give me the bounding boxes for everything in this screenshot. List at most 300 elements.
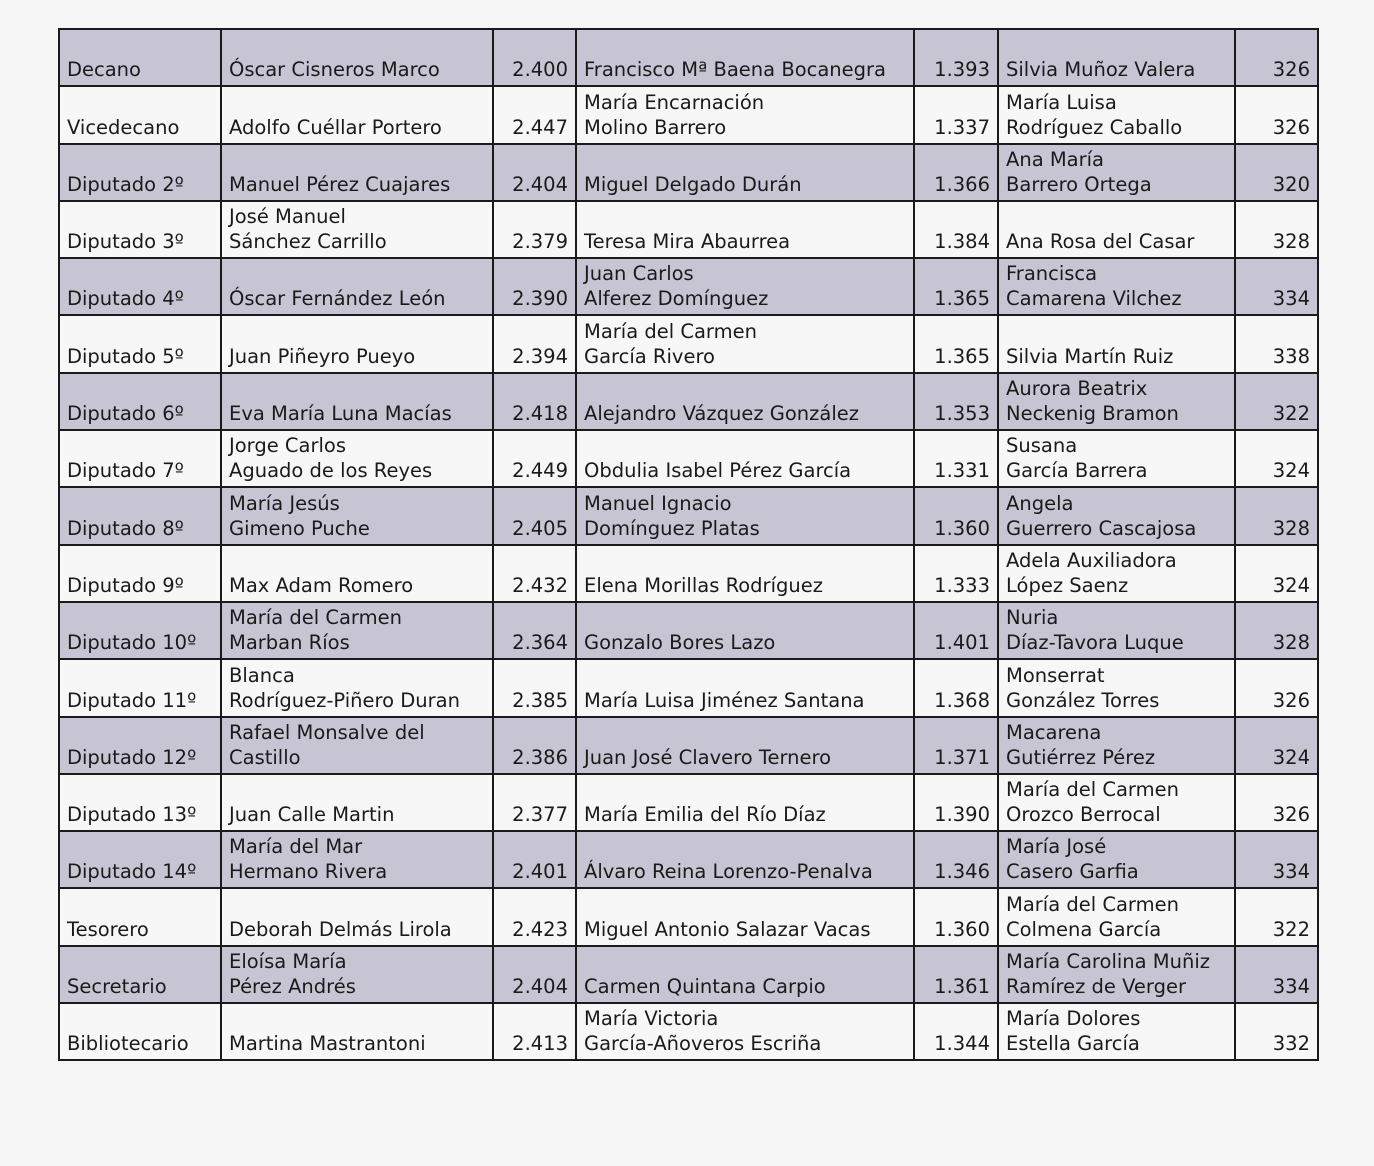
cell-text-line: Rafael Monsalve del bbox=[229, 720, 425, 744]
cell-text-line: Juan José Clavero Ternero bbox=[584, 745, 832, 769]
cell-text-line: Francisca bbox=[1006, 262, 1098, 286]
cell-text: 338 bbox=[1272, 344, 1310, 368]
position-cell bbox=[59, 774, 221, 831]
candidate-3-votes-cell bbox=[1235, 144, 1318, 201]
cell-text-line: Carmen Quintana Carpio bbox=[584, 975, 826, 999]
candidate-3-votes-cell bbox=[1235, 717, 1318, 774]
candidate-3-name-cell bbox=[998, 659, 1235, 716]
cell-text-line: Obdulia Isabel Pérez García bbox=[584, 459, 852, 483]
table-row bbox=[59, 831, 1318, 888]
candidate-1-name-cell bbox=[221, 602, 493, 659]
cell-text-line: Colmena García bbox=[1006, 917, 1162, 941]
cell-text-line: Aguado de los Reyes bbox=[229, 459, 433, 483]
cell-text: 322 bbox=[1272, 917, 1310, 941]
cell-text: 322 bbox=[1272, 402, 1310, 426]
cell-text: 2.404 bbox=[512, 172, 568, 196]
candidate-2-name-cell bbox=[576, 201, 914, 258]
candidate-3-votes-cell bbox=[1235, 774, 1318, 831]
table-row bbox=[59, 717, 1318, 774]
candidate-3-name-cell bbox=[998, 258, 1235, 315]
cell-text: 2.404 bbox=[512, 975, 568, 999]
candidate-1-name-cell bbox=[221, 774, 493, 831]
candidate-2-name-cell bbox=[576, 946, 914, 1003]
candidate-1-votes-cell bbox=[493, 258, 576, 315]
cell-text: Diputado 14º bbox=[67, 860, 197, 884]
position-cell bbox=[59, 545, 221, 602]
cell-text-line: Jorge Carlos bbox=[229, 434, 347, 458]
candidate-2-votes-cell bbox=[914, 774, 998, 831]
cell-text-line: Barrero Ortega bbox=[1006, 172, 1152, 196]
candidate-1-votes-cell bbox=[493, 602, 576, 659]
cell-text: 1.360 bbox=[934, 516, 990, 540]
table-row bbox=[59, 373, 1318, 430]
table-row bbox=[59, 29, 1318, 86]
cell-text-line: María Jesús bbox=[229, 491, 340, 515]
table-row bbox=[59, 430, 1318, 487]
cell-text: 328 bbox=[1272, 516, 1310, 540]
cell-text-line: Rodríguez-Piñero Duran bbox=[229, 688, 460, 712]
candidate-2-votes-cell bbox=[914, 487, 998, 544]
cell-text: 2.405 bbox=[512, 516, 568, 540]
candidate-1-votes-cell bbox=[493, 831, 576, 888]
candidate-2-name-cell bbox=[576, 315, 914, 372]
cell-text-line: García Barrera bbox=[1006, 459, 1148, 483]
cell-text-line: María del Carmen bbox=[584, 319, 757, 343]
cell-text-line: José Manuel bbox=[229, 205, 346, 229]
cell-text-line: Sánchez Carrillo bbox=[229, 230, 387, 254]
cell-text-line: María Luisa bbox=[1006, 90, 1117, 114]
candidate-3-name-cell bbox=[998, 545, 1235, 602]
candidate-2-votes-cell bbox=[914, 888, 998, 945]
candidate-1-name-cell bbox=[221, 315, 493, 372]
cell-text-line: Orozco Berrocal bbox=[1006, 803, 1161, 827]
cell-text-line: Martina Mastrantoni bbox=[229, 1032, 426, 1056]
cell-text-line: Gonzalo Bores Lazo bbox=[584, 631, 776, 655]
cell-text-line: Silvia Muñoz Valera bbox=[1006, 58, 1196, 82]
candidate-3-votes-cell bbox=[1235, 545, 1318, 602]
candidate-2-votes-cell bbox=[914, 717, 998, 774]
cell-text: Diputado 12º bbox=[67, 745, 197, 769]
candidate-1-votes-cell bbox=[493, 659, 576, 716]
table-row bbox=[59, 86, 1318, 143]
candidate-2-name-cell bbox=[576, 888, 914, 945]
candidate-2-votes-cell bbox=[914, 831, 998, 888]
candidate-3-votes-cell bbox=[1235, 487, 1318, 544]
cell-text: Diputado 11º bbox=[67, 688, 197, 712]
candidate-2-votes-cell bbox=[914, 659, 998, 716]
cell-text-line: Monserrat bbox=[1006, 663, 1105, 687]
candidate-3-votes-cell bbox=[1235, 430, 1318, 487]
cell-text: 1.353 bbox=[934, 402, 990, 426]
candidate-1-name-cell bbox=[221, 258, 493, 315]
candidate-1-votes-cell bbox=[493, 430, 576, 487]
cell-text-line: María Encarnación bbox=[584, 90, 765, 114]
cell-text-line: María del Mar bbox=[229, 835, 363, 859]
cell-text-line: Adolfo Cuéllar Portero bbox=[229, 115, 442, 139]
candidate-3-name-cell bbox=[998, 1003, 1235, 1060]
cell-text-line: Macarena bbox=[1006, 720, 1102, 744]
candidate-3-name-cell bbox=[998, 430, 1235, 487]
cell-text-line: María del Carmen bbox=[1006, 892, 1179, 916]
cell-text: 1.368 bbox=[934, 688, 990, 712]
cell-text: Tesorero bbox=[67, 917, 149, 941]
candidate-1-votes-cell bbox=[493, 946, 576, 1003]
candidate-1-votes-cell bbox=[493, 717, 576, 774]
cell-text: 2.418 bbox=[512, 402, 568, 426]
cell-text-line: Manuel Pérez Cuajares bbox=[229, 172, 451, 196]
cell-text: 1.361 bbox=[934, 975, 990, 999]
cell-text-line: Álvaro Reina Lorenzo-Penalva bbox=[584, 860, 873, 884]
cell-text: 326 bbox=[1272, 688, 1310, 712]
cell-text: 1.337 bbox=[934, 115, 990, 139]
cell-text-line: Gimeno Puche bbox=[229, 516, 370, 540]
candidate-2-name-cell bbox=[576, 545, 914, 602]
cell-text: 2.377 bbox=[512, 803, 568, 827]
cell-text-line: Aurora Beatrix bbox=[1006, 377, 1148, 401]
candidate-3-votes-cell bbox=[1235, 831, 1318, 888]
candidate-3-votes-cell bbox=[1235, 201, 1318, 258]
cell-text-line: Deborah Delmás Lirola bbox=[229, 917, 452, 941]
candidate-1-votes-cell bbox=[493, 545, 576, 602]
cell-text: 2.386 bbox=[512, 745, 568, 769]
cell-text-line: Nuria bbox=[1006, 606, 1059, 630]
candidate-2-votes-cell bbox=[914, 1003, 998, 1060]
cell-text-line: Adela Auxiliadora bbox=[1006, 548, 1177, 572]
candidate-2-name-cell bbox=[576, 430, 914, 487]
cell-text-line: Juan Piñeyro Pueyo bbox=[229, 344, 416, 368]
cell-text-line: Manuel Ignacio bbox=[584, 491, 732, 515]
position-cell bbox=[59, 430, 221, 487]
cell-text: 2.394 bbox=[512, 344, 568, 368]
cell-text: 1.331 bbox=[934, 459, 990, 483]
candidate-1-name-cell bbox=[221, 144, 493, 201]
cell-text: 334 bbox=[1272, 287, 1310, 311]
candidate-2-votes-cell bbox=[914, 258, 998, 315]
candidate-3-name-cell bbox=[998, 487, 1235, 544]
candidate-2-name-cell bbox=[576, 144, 914, 201]
candidate-3-name-cell bbox=[998, 144, 1235, 201]
cell-text-line: María Emilia del Río Díaz bbox=[584, 803, 826, 827]
cell-text-line: Domínguez Platas bbox=[584, 516, 760, 540]
candidate-1-name-cell bbox=[221, 888, 493, 945]
candidate-1-votes-cell bbox=[493, 201, 576, 258]
candidate-2-votes-cell bbox=[914, 29, 998, 86]
candidate-2-votes-cell bbox=[914, 430, 998, 487]
cell-text-line: Juan Calle Martin bbox=[229, 803, 395, 827]
cell-text-line: Angela bbox=[1006, 491, 1074, 515]
cell-text-line: Ramírez de Verger bbox=[1006, 975, 1186, 999]
cell-text: Diputado 6º bbox=[67, 402, 184, 426]
candidate-1-name-cell bbox=[221, 430, 493, 487]
candidate-3-name-cell bbox=[998, 201, 1235, 258]
candidate-1-name-cell bbox=[221, 86, 493, 143]
candidate-3-name-cell bbox=[998, 831, 1235, 888]
table-row bbox=[59, 315, 1318, 372]
table-row bbox=[59, 144, 1318, 201]
position-cell bbox=[59, 717, 221, 774]
cell-text-line: María Victoria bbox=[584, 1007, 719, 1031]
cell-text: 334 bbox=[1272, 860, 1310, 884]
cell-text-line: González Torres bbox=[1006, 688, 1160, 712]
position-cell bbox=[59, 487, 221, 544]
cell-text: Diputado 3º bbox=[67, 230, 184, 254]
cell-text-line: Hermano Rivera bbox=[229, 860, 388, 884]
cell-text-line: Eloísa María bbox=[229, 950, 347, 974]
candidate-1-votes-cell bbox=[493, 774, 576, 831]
table-row bbox=[59, 545, 1318, 602]
candidate-3-name-cell bbox=[998, 29, 1235, 86]
candidate-2-name-cell bbox=[576, 717, 914, 774]
cell-text: Bibliotecario bbox=[67, 1032, 189, 1056]
election-results-table bbox=[58, 28, 1319, 1061]
candidate-3-votes-cell bbox=[1235, 946, 1318, 1003]
candidate-2-votes-cell bbox=[914, 86, 998, 143]
candidate-1-votes-cell bbox=[493, 315, 576, 372]
candidate-2-name-cell bbox=[576, 659, 914, 716]
cell-text: 2.379 bbox=[512, 230, 568, 254]
candidate-3-name-cell bbox=[998, 946, 1235, 1003]
cell-text-line: Pérez Andrés bbox=[229, 975, 356, 999]
candidate-2-name-cell bbox=[576, 487, 914, 544]
candidate-1-name-cell bbox=[221, 373, 493, 430]
cell-text-line: María del Carmen bbox=[1006, 778, 1179, 802]
cell-text-line: Ana María bbox=[1006, 147, 1105, 171]
cell-text-line: Guerrero Cascajosa bbox=[1006, 516, 1197, 540]
cell-text-line: Díaz-Tavora Luque bbox=[1006, 631, 1184, 655]
cell-text-line: Camarena Vilchez bbox=[1006, 287, 1182, 311]
cell-text-line: López Saenz bbox=[1006, 573, 1129, 597]
cell-text: 2.400 bbox=[512, 58, 568, 82]
candidate-3-votes-cell bbox=[1235, 602, 1318, 659]
position-cell bbox=[59, 373, 221, 430]
candidate-3-name-cell bbox=[998, 602, 1235, 659]
cell-text: 326 bbox=[1272, 58, 1310, 82]
candidate-2-name-cell bbox=[576, 831, 914, 888]
cell-text: 1.371 bbox=[934, 745, 990, 769]
candidate-3-votes-cell bbox=[1235, 888, 1318, 945]
position-cell bbox=[59, 659, 221, 716]
candidate-1-name-cell bbox=[221, 717, 493, 774]
position-cell bbox=[59, 258, 221, 315]
cell-text: Diputado 9º bbox=[67, 573, 184, 597]
cell-text-line: Francisco Mª Baena Bocanegra bbox=[584, 58, 886, 82]
position-cell bbox=[59, 888, 221, 945]
cell-text-line: Susana bbox=[1006, 434, 1078, 458]
cell-text-line: Miguel Delgado Durán bbox=[584, 172, 802, 196]
candidate-3-name-cell bbox=[998, 888, 1235, 945]
cell-text-line: García Rivero bbox=[584, 344, 715, 368]
cell-text: 334 bbox=[1272, 975, 1310, 999]
candidate-1-name-cell bbox=[221, 201, 493, 258]
cell-text: 1.366 bbox=[934, 172, 990, 196]
candidate-3-name-cell bbox=[998, 315, 1235, 372]
candidate-3-votes-cell bbox=[1235, 315, 1318, 372]
cell-text-line: Rodríguez Caballo bbox=[1006, 115, 1183, 139]
cell-text: 1.344 bbox=[934, 1032, 990, 1056]
cell-text-line: Marban Ríos bbox=[229, 631, 350, 655]
candidate-3-votes-cell bbox=[1235, 1003, 1318, 1060]
cell-text-line: Miguel Antonio Salazar Vacas bbox=[584, 917, 871, 941]
cell-text: 2.401 bbox=[512, 860, 568, 884]
cell-text-line: María Carolina Muñiz bbox=[1006, 950, 1210, 974]
candidate-2-name-cell bbox=[576, 774, 914, 831]
cell-text: 324 bbox=[1272, 573, 1310, 597]
cell-text: 320 bbox=[1272, 172, 1310, 196]
candidate-2-votes-cell bbox=[914, 602, 998, 659]
candidate-2-votes-cell bbox=[914, 315, 998, 372]
table-row bbox=[59, 602, 1318, 659]
candidate-1-votes-cell bbox=[493, 86, 576, 143]
position-cell bbox=[59, 86, 221, 143]
candidate-2-name-cell bbox=[576, 29, 914, 86]
cell-text: Secretario bbox=[67, 975, 167, 999]
position-cell bbox=[59, 831, 221, 888]
candidate-2-votes-cell bbox=[914, 946, 998, 1003]
cell-text: 2.364 bbox=[512, 631, 568, 655]
position-cell bbox=[59, 602, 221, 659]
cell-text: 328 bbox=[1272, 631, 1310, 655]
candidate-2-name-cell bbox=[576, 1003, 914, 1060]
cell-text-line: Silvia Martín Ruiz bbox=[1006, 344, 1174, 368]
position-cell bbox=[59, 946, 221, 1003]
candidate-2-name-cell bbox=[576, 602, 914, 659]
cell-text: 2.449 bbox=[512, 459, 568, 483]
cell-text: 1.333 bbox=[934, 573, 990, 597]
cell-text: 1.393 bbox=[934, 58, 990, 82]
cell-text: 1.401 bbox=[934, 631, 990, 655]
cell-text-line: Óscar Cisneros Marco bbox=[229, 58, 440, 82]
cell-text: 2.390 bbox=[512, 287, 568, 311]
candidate-1-votes-cell bbox=[493, 29, 576, 86]
cell-text: Diputado 4º bbox=[67, 287, 184, 311]
cell-text-line: Óscar Fernández León bbox=[229, 287, 446, 311]
cell-text-line: Estella García bbox=[1006, 1032, 1140, 1056]
cell-text: 324 bbox=[1272, 745, 1310, 769]
candidate-2-votes-cell bbox=[914, 144, 998, 201]
table-body bbox=[59, 29, 1318, 1060]
cell-text-line: Max Adam Romero bbox=[229, 573, 414, 597]
candidate-2-name-cell bbox=[576, 86, 914, 143]
cell-text: 2.413 bbox=[512, 1032, 568, 1056]
cell-text: 324 bbox=[1272, 459, 1310, 483]
cell-text-line: Ana Rosa del Casar bbox=[1006, 230, 1195, 254]
cell-text: Diputado 7º bbox=[67, 459, 184, 483]
candidate-1-votes-cell bbox=[493, 144, 576, 201]
cell-text: Decano bbox=[67, 58, 141, 82]
candidate-1-name-cell bbox=[221, 1003, 493, 1060]
candidate-3-votes-cell bbox=[1235, 29, 1318, 86]
cell-text-line: Alejandro Vázquez González bbox=[584, 402, 859, 426]
cell-text: 2.385 bbox=[512, 688, 568, 712]
cell-text: Diputado 13º bbox=[67, 803, 197, 827]
candidate-3-name-cell bbox=[998, 717, 1235, 774]
cell-text: 1.365 bbox=[934, 287, 990, 311]
cell-text-line: Juan Carlos bbox=[584, 262, 694, 286]
position-cell bbox=[59, 1003, 221, 1060]
candidate-3-votes-cell bbox=[1235, 258, 1318, 315]
cell-text-line: Elena Morillas Rodríguez bbox=[584, 573, 823, 597]
candidate-1-votes-cell bbox=[493, 888, 576, 945]
cell-text-line: Alferez Domínguez bbox=[584, 287, 769, 311]
cell-text: 1.390 bbox=[934, 803, 990, 827]
candidate-3-votes-cell bbox=[1235, 373, 1318, 430]
cell-text-line: García-Añoveros Escriña bbox=[584, 1032, 822, 1056]
candidate-3-name-cell bbox=[998, 86, 1235, 143]
candidate-3-name-cell bbox=[998, 774, 1235, 831]
cell-text-line: Casero Garfia bbox=[1006, 860, 1139, 884]
table-row bbox=[59, 487, 1318, 544]
position-cell bbox=[59, 29, 221, 86]
cell-text: 2.447 bbox=[512, 115, 568, 139]
cell-text: 1.384 bbox=[934, 230, 990, 254]
candidate-2-votes-cell bbox=[914, 545, 998, 602]
candidate-1-name-cell bbox=[221, 29, 493, 86]
table-row bbox=[59, 774, 1318, 831]
table-row bbox=[59, 946, 1318, 1003]
cell-text-line: Castillo bbox=[229, 745, 301, 769]
cell-text: 332 bbox=[1272, 1032, 1310, 1056]
cell-text-line: María Luisa Jiménez Santana bbox=[584, 688, 865, 712]
cell-text: Diputado 5º bbox=[67, 344, 184, 368]
cell-text: Diputado 10º bbox=[67, 631, 197, 655]
candidate-1-votes-cell bbox=[493, 487, 576, 544]
cell-text-line: Neckenig Bramon bbox=[1006, 402, 1179, 426]
cell-text: 1.360 bbox=[934, 917, 990, 941]
candidate-2-name-cell bbox=[576, 258, 914, 315]
cell-text: 2.432 bbox=[512, 573, 568, 597]
candidate-1-name-cell bbox=[221, 487, 493, 544]
cell-text: Diputado 2º bbox=[67, 172, 184, 196]
candidate-1-name-cell bbox=[221, 659, 493, 716]
cell-text: 1.365 bbox=[934, 344, 990, 368]
candidate-1-name-cell bbox=[221, 946, 493, 1003]
cell-text: 326 bbox=[1272, 115, 1310, 139]
candidate-3-votes-cell bbox=[1235, 86, 1318, 143]
cell-text: 2.423 bbox=[512, 917, 568, 941]
candidate-3-name-cell bbox=[998, 373, 1235, 430]
cell-text-line: Gutiérrez Pérez bbox=[1006, 745, 1156, 769]
candidate-2-votes-cell bbox=[914, 201, 998, 258]
position-cell bbox=[59, 144, 221, 201]
cell-text: Vicedecano bbox=[67, 115, 180, 139]
candidate-1-name-cell bbox=[221, 831, 493, 888]
cell-text: 326 bbox=[1272, 803, 1310, 827]
table-row bbox=[59, 888, 1318, 945]
candidate-1-votes-cell bbox=[493, 373, 576, 430]
table-row bbox=[59, 258, 1318, 315]
cell-text-line: Blanca bbox=[229, 663, 295, 687]
candidate-3-votes-cell bbox=[1235, 659, 1318, 716]
candidate-2-name-cell bbox=[576, 373, 914, 430]
cell-text-line: María del Carmen bbox=[229, 606, 402, 630]
position-cell bbox=[59, 201, 221, 258]
candidate-2-votes-cell bbox=[914, 373, 998, 430]
table-row bbox=[59, 201, 1318, 258]
candidate-1-name-cell bbox=[221, 545, 493, 602]
cell-text-line: Molino Barrero bbox=[584, 115, 727, 139]
table-row bbox=[59, 659, 1318, 716]
position-cell bbox=[59, 315, 221, 372]
table-row bbox=[59, 1003, 1318, 1060]
cell-text: 328 bbox=[1272, 230, 1310, 254]
cell-text-line: Eva María Luna Macías bbox=[229, 402, 452, 426]
cell-text: 1.346 bbox=[934, 860, 990, 884]
cell-text-line: María José bbox=[1006, 835, 1107, 859]
cell-text: Diputado 8º bbox=[67, 516, 184, 540]
cell-text-line: María Dolores bbox=[1006, 1007, 1141, 1031]
candidate-1-votes-cell bbox=[493, 1003, 576, 1060]
cell-text-line: Teresa Mira Abaurrea bbox=[584, 230, 791, 254]
